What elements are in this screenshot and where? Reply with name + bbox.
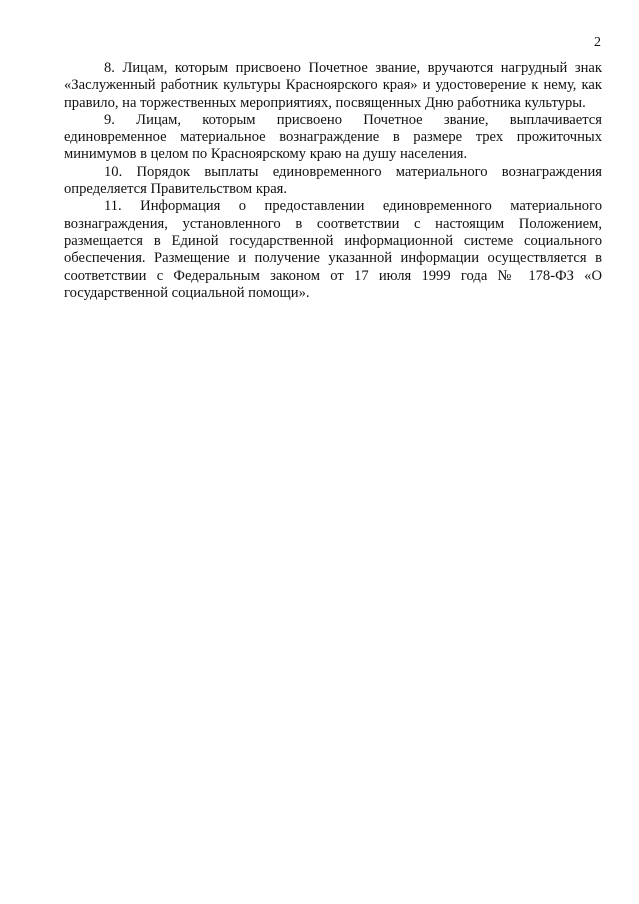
page-number: 2 [594,35,601,50]
paragraph-10: 10. Порядок выплаты единовременного материального вознаграждения определяется Правительством края. [64,163,602,198]
paragraph-11: 11. Информация о предоставлении единовременного материального вознаграждения, установленного в соответствии с настоящим Положением, размещается в Единой государственной информационной системе социального обеспечения. Размещение и получение указанной информации осуществляется в соответствии с Федеральным законом от 17 июля 1999 года № 178-ФЗ «О государственной социальной помощи». [64,198,602,301]
paragraph-8: 8. Лицам, которым присвоено Почетное звание, вручаются нагрудный знак «Заслуженный работник культуры Красноярского края» и удостоверение к нему, как правило, на торжественных мероприятиях, посвященных Дню работника культуры. [64,60,602,111]
paragraph-9: 9. Лицам, которым присвоено Почетное звание, выплачивается единовременное материальное вознаграждение в размере трех прожиточных минимумов в целом по Красноярскому краю на душу населения. [64,111,602,163]
document-body [64,60,602,302]
